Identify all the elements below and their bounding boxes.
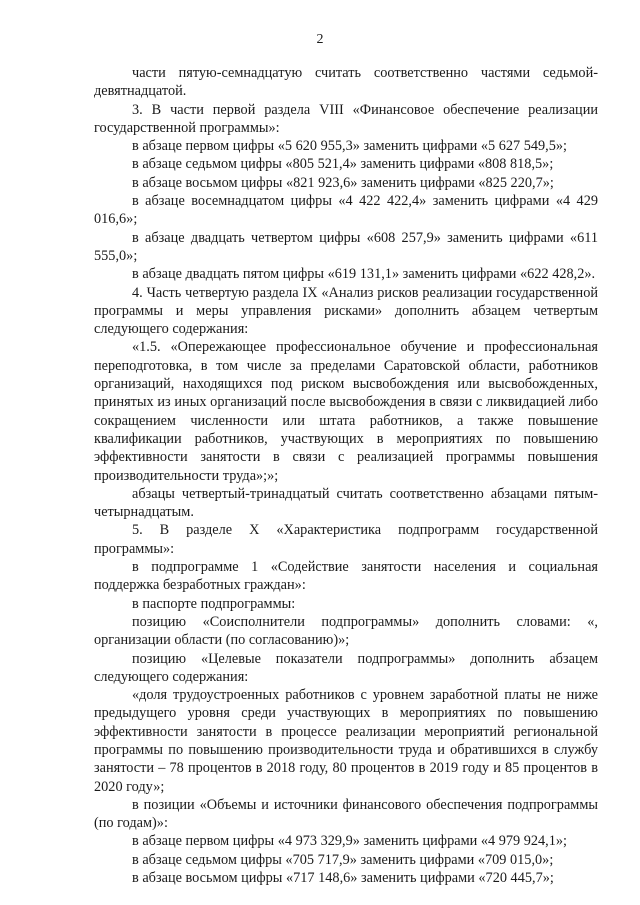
paragraph: в абзаце первом цифры «4 973 329,9» заменить цифрами «4 979 924,1»; [132,833,568,850]
paragraph: 3. В части первой раздела VIII «Финансовое обеспечение реализации государственной программы»: [94,101,598,136]
paragraph: в абзаце двадцать четвертом цифры «608 257,9» заменить цифрами «611 555,0»; [94,229,598,264]
paragraph: 4. Часть четвертую раздела IX «Анализ рисков реализации государственной программы и меры управления рисками» дополнить абзацем четвертым следующего содержания: [94,284,598,338]
paragraph: в паспорте подпрограммы: [132,595,296,612]
paragraph: 5. В разделе X «Характеристика подпрограмм государственной программы»: [94,522,598,557]
page-number: 2 [316,32,324,47]
paragraph: в абзаце восемнадцатом цифры «4 422 422,4» заменить цифрами «4 429 016,6»; [94,193,598,228]
paragraph: в абзаце седьмом цифры «805 521,4» заменить цифрами «808 818,5»; [132,156,554,173]
paragraph: «1.5. «Опережающее профессиональное обучение и профессиональная переподготовка, в том числе за пределами Саратовской области, работников организаций, находящихся под риском высвобождения или высвобожденных, принятых из иных организаций после высвобождения в связи с ликвидацией либо сокращением численности или штата работников, а также повышение квалификации работников, участвующих в мероприятиях по повышению эффективности занятости в связи с реализацией программы повышения производительности труда»;»; [94,339,598,484]
paragraph: в подпрограмме 1 «Содействие занятости населения и социальная поддержка безработных граждан»: [94,559,598,594]
paragraph: в абзаце восьмом цифры «821 923,6» заменить цифрами «825 220,7»; [132,174,554,191]
document-body [94,64,598,887]
paragraph: «доля трудоустроенных работников с уровнем заработной платы не ниже предыдущего уровня среди участвующих в мероприятиях по повышению эффективности занятости в процессе реализации мероприятий региональной программы по повышению производительности труда и обратившихся в службу занятости – 78 процентов в 2018 году, 80 процентов в 2019 году и 85 процентов в 2020 году»; [94,687,598,795]
paragraph: в абзаце восьмом цифры «717 148,6» заменить цифрами «720 445,7»; [132,870,554,887]
paragraph: в позиции «Объемы и источники финансового обеспечения подпрограммы (по годам)»: [94,796,598,832]
paragraph: части пятую-семнадцатую считать соответственно частями седьмой-девятнадцатой. [94,65,598,100]
paragraph: в абзаце двадцать пятом цифры «619 131,1» заменить цифрами «622 428,2». [132,266,596,283]
paragraph: абзацы четвертый-тринадцатый считать соответственно абзацами пятым-четырнадцатым. [94,485,598,521]
paragraph: позицию «Целевые показатели подпрограммы» дополнить абзацем следующего содержания: [94,650,598,685]
paragraph: позицию «Соисполнители подпрограммы» дополнить словами: «, организации области (по согласованию)»; [94,613,598,649]
paragraph: в абзаце седьмом цифры «705 717,9» заменить цифрами «709 015,0»; [132,851,554,868]
paragraph: в абзаце первом цифры «5 620 955,3» заменить цифрами «5 627 549,5»; [132,138,568,155]
